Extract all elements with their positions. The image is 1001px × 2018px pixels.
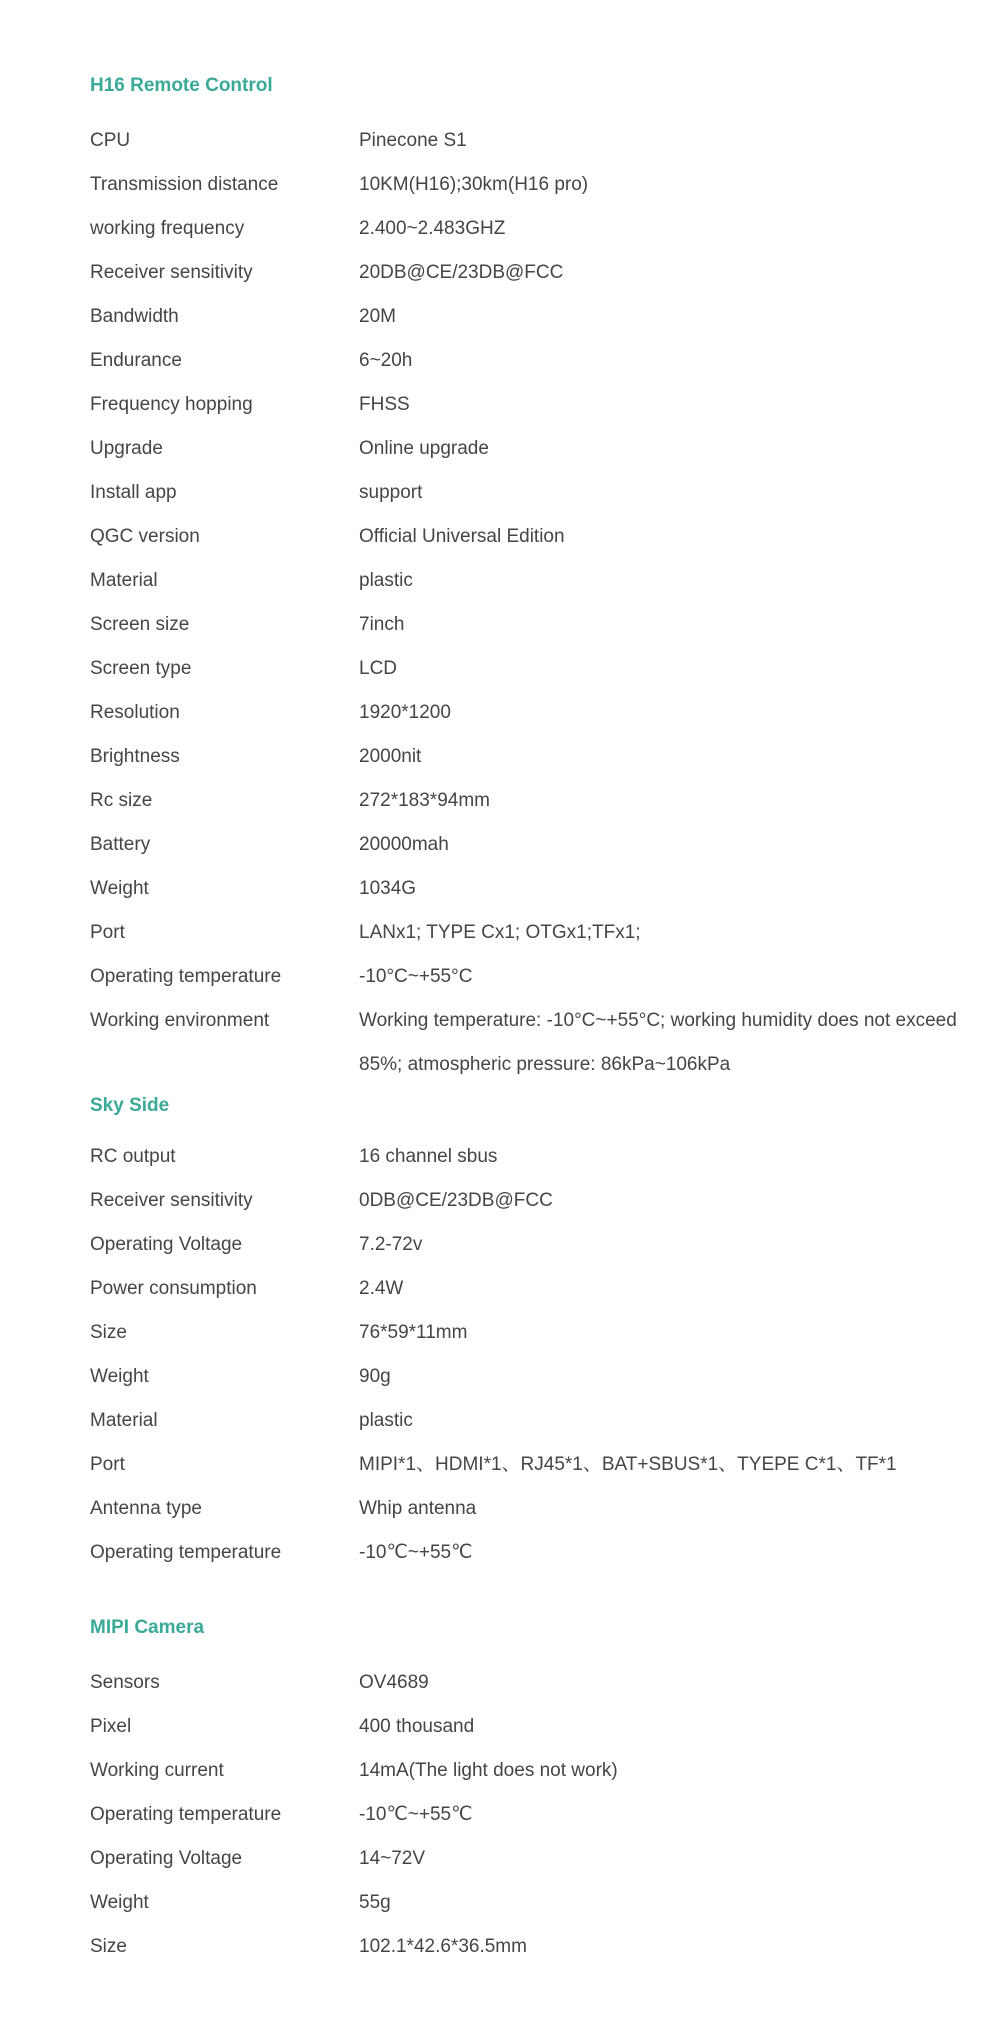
spec-label: Sensors bbox=[90, 1672, 160, 1693]
spec-value: FHSS bbox=[359, 394, 410, 415]
spec-row bbox=[90, 339, 970, 383]
section-sky-side bbox=[90, 1091, 970, 1575]
spec-value: 20DB@CE/23DB@FCC bbox=[359, 262, 564, 283]
spec-value: 272*183*94mm bbox=[359, 790, 490, 811]
spec-value: -10°C~+55°C bbox=[359, 966, 473, 987]
spec-row bbox=[90, 1179, 970, 1223]
spec-label: Size bbox=[90, 1936, 127, 1957]
spec-value: 76*59*11mm bbox=[359, 1322, 468, 1343]
spec-label: Size bbox=[90, 1322, 127, 1343]
spec-row bbox=[90, 911, 970, 955]
spec-label: Brightness bbox=[90, 746, 180, 767]
spec-row bbox=[90, 779, 970, 823]
spec-row bbox=[90, 1443, 970, 1487]
spec-label: Screen type bbox=[90, 658, 192, 679]
spec-row bbox=[90, 1793, 970, 1837]
spec-table bbox=[90, 1661, 970, 1969]
spec-label: Rc size bbox=[90, 790, 153, 811]
spec-label: Endurance bbox=[90, 350, 182, 371]
spec-value: LCD bbox=[359, 658, 398, 679]
spec-table bbox=[90, 119, 970, 1087]
spec-value: -10℃~+55℃ bbox=[359, 1542, 473, 1563]
spec-label: Screen size bbox=[90, 614, 190, 635]
spec-label: QGC version bbox=[90, 526, 200, 547]
spec-row bbox=[90, 691, 970, 735]
spec-label: Power consumption bbox=[90, 1278, 257, 1299]
spec-value: 6~20h bbox=[359, 350, 413, 371]
spec-row bbox=[90, 427, 970, 471]
spec-label: working frequency bbox=[90, 218, 245, 239]
spec-row bbox=[90, 559, 970, 603]
spec-label: Bandwidth bbox=[90, 306, 179, 327]
spec-value: Whip antenna bbox=[359, 1498, 477, 1519]
spec-value: Pinecone S1 bbox=[359, 130, 467, 151]
spec-row bbox=[90, 119, 970, 163]
spec-label: Material bbox=[90, 1410, 158, 1431]
section-mipi-camera bbox=[90, 1613, 970, 1969]
spec-value: LANx1; TYPE Cx1; OTGx1;TFx1; bbox=[359, 922, 641, 943]
section-heading: MIPI Camera bbox=[90, 1617, 205, 1638]
section-heading: H16 Remote Control bbox=[90, 75, 273, 96]
spec-value: 1034G bbox=[359, 878, 417, 899]
spec-row bbox=[90, 1705, 970, 1749]
spec-value: 55g bbox=[359, 1892, 391, 1913]
spec-label: Operating Voltage bbox=[90, 1234, 243, 1255]
spec-value: 2000nit bbox=[359, 746, 422, 767]
spec-row bbox=[90, 1837, 970, 1881]
spec-row bbox=[90, 383, 970, 427]
spec-value: 20000mah bbox=[359, 834, 449, 855]
spec-label: Operating temperature bbox=[90, 1804, 282, 1825]
spec-value: plastic bbox=[359, 570, 413, 591]
spec-value: Official Universal Edition bbox=[359, 526, 565, 547]
spec-row bbox=[90, 823, 970, 867]
spec-value: 102.1*42.6*36.5mm bbox=[359, 1936, 527, 1957]
spec-row bbox=[90, 1881, 970, 1925]
spec-value: 20M bbox=[359, 306, 396, 327]
spec-value: 400 thousand bbox=[359, 1716, 475, 1737]
section-h16-remote-control bbox=[90, 71, 970, 1087]
spec-row bbox=[90, 955, 970, 999]
spec-label: Transmission distance bbox=[90, 174, 279, 195]
spec-row bbox=[90, 163, 970, 207]
spec-label: Weight bbox=[90, 1366, 149, 1387]
spec-row bbox=[90, 999, 970, 1087]
spec-label: RC output bbox=[90, 1146, 176, 1167]
spec-label: Receiver sensitivity bbox=[90, 262, 253, 283]
spec-label: Operating Voltage bbox=[90, 1848, 243, 1869]
spec-value: MIPI*1、HDMI*1、RJ45*1、BAT+SBUS*1、TYEPE C*1、TF*1 bbox=[359, 1454, 897, 1475]
spec-label: Battery bbox=[90, 834, 151, 855]
spec-value: 7.2-72v bbox=[359, 1234, 423, 1255]
spec-row bbox=[90, 867, 970, 911]
spec-row bbox=[90, 1355, 970, 1399]
spec-value: 1920*1200 bbox=[359, 702, 451, 723]
spec-row bbox=[90, 207, 970, 251]
spec-label: Receiver sensitivity bbox=[90, 1190, 253, 1211]
spec-value: 2.4W bbox=[359, 1278, 404, 1299]
spec-label: Working current bbox=[90, 1760, 224, 1781]
spec-label: Antenna type bbox=[90, 1498, 202, 1519]
spec-row bbox=[90, 1223, 970, 1267]
spec-row bbox=[90, 1531, 970, 1575]
spec-row bbox=[90, 603, 970, 647]
spec-row bbox=[90, 471, 970, 515]
spec-label: Working environment bbox=[90, 1010, 270, 1031]
spec-row bbox=[90, 1267, 970, 1311]
spec-row bbox=[90, 1487, 970, 1531]
spec-label: Install app bbox=[90, 482, 177, 503]
spec-row bbox=[90, 515, 970, 559]
spec-label: Pixel bbox=[90, 1716, 132, 1737]
spec-row bbox=[90, 1399, 970, 1443]
spec-value: -10℃~+55℃ bbox=[359, 1804, 473, 1825]
spec-label: Resolution bbox=[90, 702, 180, 723]
spec-row bbox=[90, 735, 970, 779]
spec-value: 16 channel sbus bbox=[359, 1146, 498, 1167]
spec-value: plastic bbox=[359, 1410, 413, 1431]
spec-value: 10KM(H16);30km(H16 pro) bbox=[359, 174, 589, 195]
spec-value: OV4689 bbox=[359, 1672, 429, 1693]
spec-row bbox=[90, 1925, 970, 1969]
spec-label: Port bbox=[90, 922, 125, 943]
spec-table bbox=[90, 1135, 970, 1575]
spec-label: Weight bbox=[90, 878, 149, 899]
spec-label: Weight bbox=[90, 1892, 149, 1913]
spec-row bbox=[90, 1661, 970, 1705]
spec-value: Working temperature: -10°C~+55°C; working humidity does not exceed 85%; atmospheric pressure: 86kPa~106kPa bbox=[359, 1010, 963, 1075]
spec-label: CPU bbox=[90, 130, 131, 151]
spec-row bbox=[90, 647, 970, 691]
spec-row bbox=[90, 295, 970, 339]
spec-value: 7inch bbox=[359, 614, 405, 635]
spec-label: Operating temperature bbox=[90, 1542, 282, 1563]
spec-label: Material bbox=[90, 570, 158, 591]
spec-row bbox=[90, 1135, 970, 1179]
spec-value: 90g bbox=[359, 1366, 391, 1387]
spec-value: support bbox=[359, 482, 423, 503]
section-heading: Sky Side bbox=[90, 1095, 170, 1116]
spec-value: 0DB@CE/23DB@FCC bbox=[359, 1190, 553, 1211]
spec-row bbox=[90, 1311, 970, 1355]
spec-label: Upgrade bbox=[90, 438, 163, 459]
spec-label: Frequency hopping bbox=[90, 394, 253, 415]
spec-value: 2.400~2.483GHZ bbox=[359, 218, 506, 239]
spec-label: Operating temperature bbox=[90, 966, 282, 987]
spec-value: 14mA(The light does not work) bbox=[359, 1760, 618, 1781]
spec-row bbox=[90, 1749, 970, 1793]
spec-row bbox=[90, 251, 970, 295]
spec-value: 14~72V bbox=[359, 1848, 426, 1869]
spec-label: Port bbox=[90, 1454, 125, 1475]
spec-value: Online upgrade bbox=[359, 438, 489, 459]
